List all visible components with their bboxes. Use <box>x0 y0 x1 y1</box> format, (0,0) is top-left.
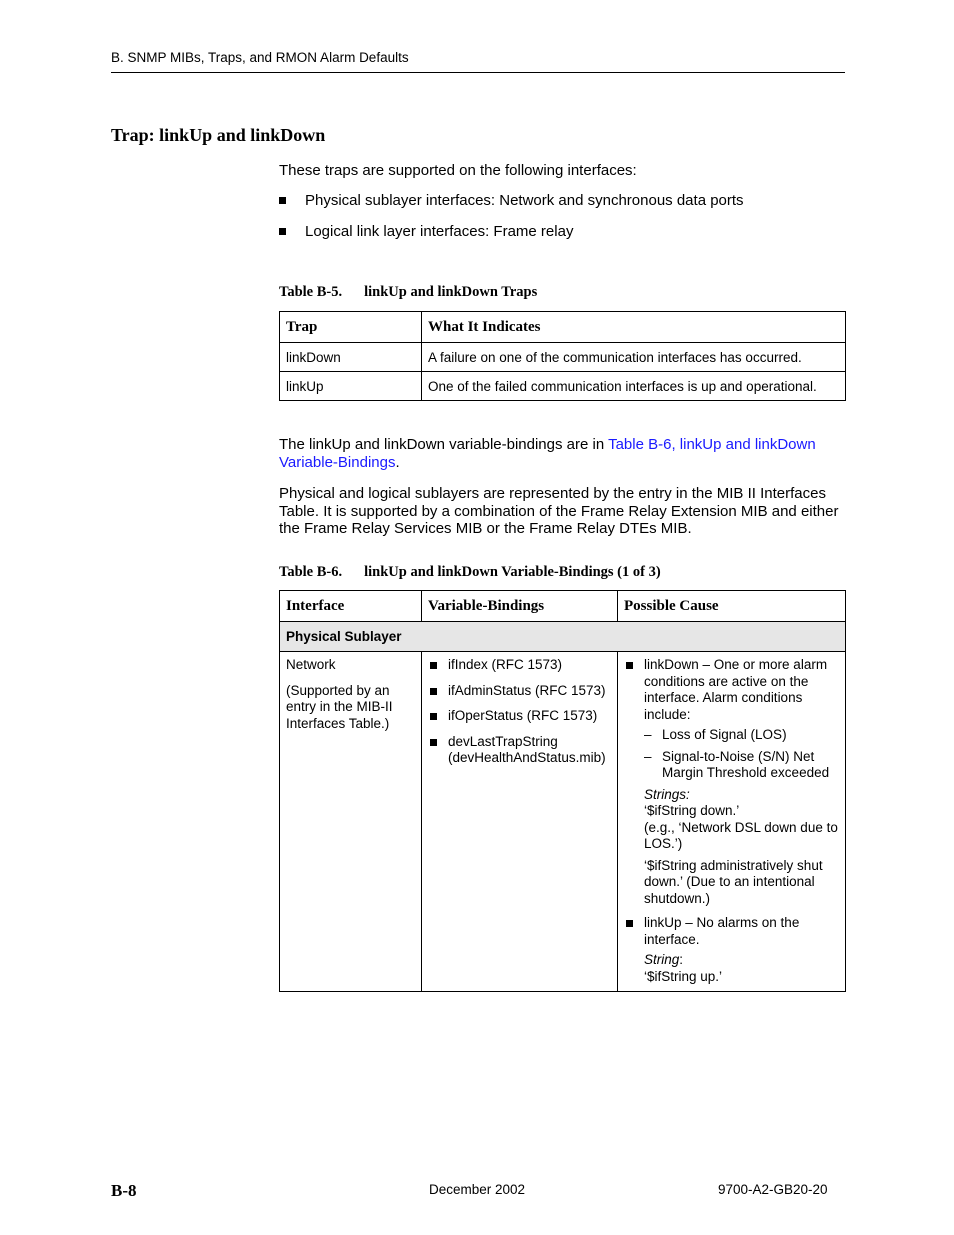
table-subheader-row <box>280 622 846 652</box>
column-header: What It Indicates <box>422 312 846 343</box>
paragraph-text: . <box>395 453 400 471</box>
binding-item: ifIndex (RFC 1573) <box>428 657 611 674</box>
possible-cause-cell <box>618 652 846 992</box>
table-number: Table B-5. <box>279 284 343 300</box>
table-number: Table B-6. <box>279 564 343 580</box>
table-header-row <box>280 591 846 622</box>
page-number: B-8 <box>111 1181 137 1200</box>
bullet-text: Physical sublayer interfaces: Network and synchronous data ports <box>305 192 744 209</box>
running-header: B. SNMP MIBs, Traps, and RMON Alarm Defaults <box>111 50 409 65</box>
footer-date: December 2002 <box>429 1182 526 1197</box>
string-value: ‘$ifString up.’ <box>644 968 723 984</box>
section-title: Trap: linkUp and linkDown <box>111 125 326 145</box>
strings-block <box>624 787 839 908</box>
bullet-item <box>279 192 744 210</box>
binding-item: devLastTrapString (devHealthAndStatus.mib) <box>428 734 611 767</box>
condition-item <box>624 749 839 782</box>
string-colon: : <box>679 952 684 967</box>
header-rule <box>111 72 845 73</box>
string-example: (e.g., ‘Network DSL down due to LOS.’) <box>644 819 838 851</box>
table-title: linkUp and linkDown Traps <box>364 284 538 300</box>
string-value: ‘$ifString administratively shut down.’ (Due to an intentional shutdown.) <box>644 857 823 906</box>
column-header: Possible Cause <box>618 591 846 622</box>
binding-item: ifAdminStatus (RFC 1573) <box>428 683 611 700</box>
condition-item <box>624 727 839 744</box>
column-header: Interface <box>280 591 422 622</box>
table-row <box>280 652 846 992</box>
intro-paragraph: These traps are supported on the following interfaces: <box>279 162 637 179</box>
trap-name-cell: linkDown <box>280 343 422 372</box>
dash-bullet: – <box>644 727 652 742</box>
square-bullet-icon <box>279 228 286 235</box>
string-block <box>624 952 839 985</box>
square-bullet-icon <box>279 197 286 204</box>
traps-table <box>279 311 846 401</box>
bindings-reference-paragraph <box>279 436 847 471</box>
condition-text: Loss of Signal (LOS) <box>662 727 787 742</box>
table-row <box>280 372 846 401</box>
physical-sublayer-subheader: Physical Sublayer <box>280 622 846 652</box>
linkup-cause: linkUp – No alarms on the interface. <box>624 915 839 948</box>
trap-description-cell: A failure on one of the communication interfaces has occurred. <box>422 343 846 372</box>
interface-note: (Supported by an entry in the MIB-II Interfaces Table.) <box>286 682 393 731</box>
interface-cell <box>280 652 422 992</box>
binding-item: ifOperStatus (RFC 1573) <box>428 708 611 725</box>
column-header: Trap <box>280 312 422 343</box>
string-value: ‘$ifString down.’ <box>644 803 740 818</box>
footer-doc-number: 9700-A2-GB20-20 <box>718 1182 828 1197</box>
table-title: linkUp and linkDown Variable-Bindings (1 of 3) <box>364 564 661 580</box>
variable-bindings-table <box>279 590 846 992</box>
bullet-item <box>279 223 573 241</box>
dash-bullet: – <box>644 748 652 764</box>
string-label: String <box>644 952 680 967</box>
table-row <box>280 343 846 372</box>
linkdown-cause: linkDown – One or more alarm conditions are active on the interface. Alarm conditions include: <box>624 657 839 723</box>
strings-label: Strings: <box>644 786 690 802</box>
sublayers-paragraph: Physical and logical sublayers are represented by the entry in the MIB II Interfaces Table. It is supported by a combination of the Frame Relay Extension MIB and either the Frame Relay Services MIB or the Frame Relay DTEs MIB. <box>279 485 839 537</box>
table-b6-caption <box>279 564 661 581</box>
interface-name: Network <box>286 657 336 672</box>
paragraph-text: The linkUp and linkDown variable-bindings are in <box>279 436 609 453</box>
trap-description-cell: One of the failed communication interfaces is up and operational. <box>422 372 846 401</box>
trap-name-cell: linkUp <box>280 372 422 401</box>
table-b6-link[interactable]: Table B-6, linkUp and linkDown Variable-Bindings <box>279 436 816 471</box>
bindings-cell <box>422 652 618 992</box>
column-header: Variable-Bindings <box>422 591 618 622</box>
table-b5-caption <box>279 284 537 301</box>
condition-text: Signal-to-Noise (S/N) Net Margin Threshold exceeded <box>662 748 830 780</box>
bullet-text: Logical link layer interfaces: Frame relay <box>305 223 574 240</box>
table-header-row <box>280 312 846 343</box>
